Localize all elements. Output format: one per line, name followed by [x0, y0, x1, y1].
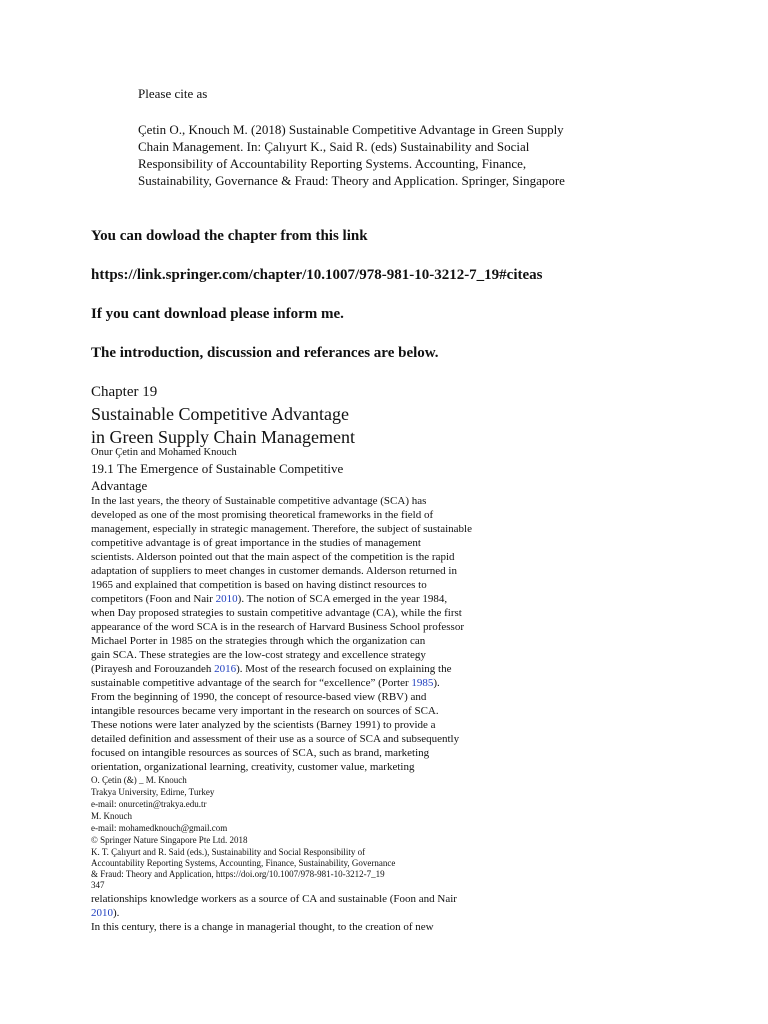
body-line: developed as one of the most promising theoretical frameworks in the field of — [91, 509, 434, 521]
inform-note: If you cant download please inform me. — [91, 306, 344, 322]
citation-year-link[interactable]: 2010 — [91, 907, 113, 919]
author-email: e-mail: mohamedknouch@gmail.com — [91, 823, 228, 833]
citation-line: Chain Management. In: Çalıyurt K., Said R. (eds) Sustainability and Social — [138, 139, 530, 154]
body-line — [91, 676, 440, 690]
body-line: when Day proposed strategies to sustain competitive advantage (CA), while the first — [91, 607, 462, 619]
intro-note: The introduction, discussion and referances are below. — [91, 345, 439, 361]
citation-line: Çetin O., Knouch M. (2018) Sustainable Competitive Advantage in Green Supply — [138, 122, 564, 137]
body-line: 1965 and explained that competition is based on having distinct resources to — [91, 579, 427, 591]
body-text: (Pirayesh and Forouzandeh — [91, 663, 215, 675]
section-heading-line1: 19.1 The Emergence of Sustainable Competitive — [91, 461, 344, 476]
body-text: sustainable competitive advantage of the search for “excellence” (Porter — [91, 677, 412, 689]
body-line — [91, 662, 451, 676]
body-line: relationships knowledge workers as a source of CA and sustainable (Foon and Nair — [91, 893, 457, 905]
body-text: ). — [113, 907, 120, 919]
chapter-title-line2: in Green Supply Chain Management — [91, 427, 355, 447]
body-line — [91, 592, 447, 606]
citation-year-link[interactable]: 2016 — [214, 663, 237, 675]
chapter-authors: Onur Çetin and Mohamed Knouch — [91, 447, 237, 458]
chapter-title-line1: Sustainable Competitive Advantage — [91, 404, 349, 424]
chapter-url[interactable]: https://link.springer.com/chapter/10.1007/978-981-10-3212-7_19#citeas — [91, 267, 543, 283]
body-line: detailed definition and assessment of their use as a source of SCA and subsequently — [91, 733, 460, 745]
book-reference: Accountability Reporting Systems, Accounting, Finance, Sustainability, Governance — [91, 858, 396, 868]
citation-line: Sustainability, Governance & Fraud: Theory and Application. Springer, Singapore — [138, 173, 565, 188]
copyright-line: © Springer Nature Singapore Pte Ltd. 2018 — [91, 835, 248, 845]
body-text: ). The notion of SCA emerged in the year 1984, — [237, 593, 448, 605]
section-heading-line2: Advantage — [91, 478, 148, 493]
citation-line: Responsibility of Accountability Reporting Systems. Accounting, Finance, — [138, 156, 527, 171]
author-affiliation: O. Çetin (&) _ M. Knouch — [91, 775, 187, 785]
body-text: competitors (Foon and Nair — [91, 593, 216, 605]
body-line: Michael Porter in 1985 on the strategies through which the organization can — [91, 635, 426, 647]
body-line: appearance of the word SCA is in the research of Harvard Business School professor — [91, 621, 464, 633]
author-affiliation: M. Knouch — [91, 811, 132, 821]
book-reference: K. T. Çalıyurt and R. Said (eds.), Sustainability and Social Responsibility of — [91, 847, 366, 857]
body-line: adaptation of suppliers to meet changes in customer demands. Alderson returned in — [91, 565, 457, 577]
body-line: gain SCA. These strategies are the low-cost strategy and excellence strategy — [91, 649, 426, 661]
body-line: competitive advantage is of great importance in the studies of management — [91, 537, 421, 549]
body-line: In this century, there is a change in managerial thought, to the creation of new — [91, 921, 434, 933]
book-reference: & Fraud: Theory and Application, https://doi.org/10.1007/978-981-10-3212-7_19 — [91, 869, 385, 879]
body-line: management, especially in strategic management. Therefore, the subject of sustainable — [91, 523, 472, 535]
author-affiliation: Trakya University, Edirne, Turkey — [91, 787, 215, 797]
citation-year-link[interactable]: 2010 — [215, 593, 238, 605]
page-number: 347 — [91, 880, 105, 890]
citation-year-link[interactable]: 1985 — [411, 677, 434, 689]
body-line: In the last years, the theory of Sustainable competitive advantage (SCA) has — [91, 495, 427, 507]
body-text: ). Most of the research focused on explaining the — [236, 663, 452, 675]
body-line: intangible resources became very important in the research on sources of SCA. — [91, 705, 439, 717]
body-line — [91, 906, 119, 920]
download-intro: You can dowload the chapter from this link — [91, 228, 368, 244]
body-line: From the beginning of 1990, the concept of resource-based view (RBV) and — [91, 691, 427, 703]
body-line: scientists. Alderson pointed out that the main aspect of the competition is the rapid — [91, 551, 455, 563]
body-text: ). — [433, 677, 440, 689]
author-email: e-mail: onurcetin@trakya.edu.tr — [91, 799, 207, 809]
cite-label: Please cite as — [138, 86, 208, 101]
chapter-label: Chapter 19 — [91, 384, 158, 400]
body-line: orientation, organizational learning, creativity, customer value, marketing — [91, 761, 415, 773]
body-line: These notions were later analyzed by the scientists (Barney 1991) to provide a — [91, 719, 436, 731]
body-line: focused on intangible resources as sources of SCA, such as brand, marketing — [91, 747, 430, 759]
